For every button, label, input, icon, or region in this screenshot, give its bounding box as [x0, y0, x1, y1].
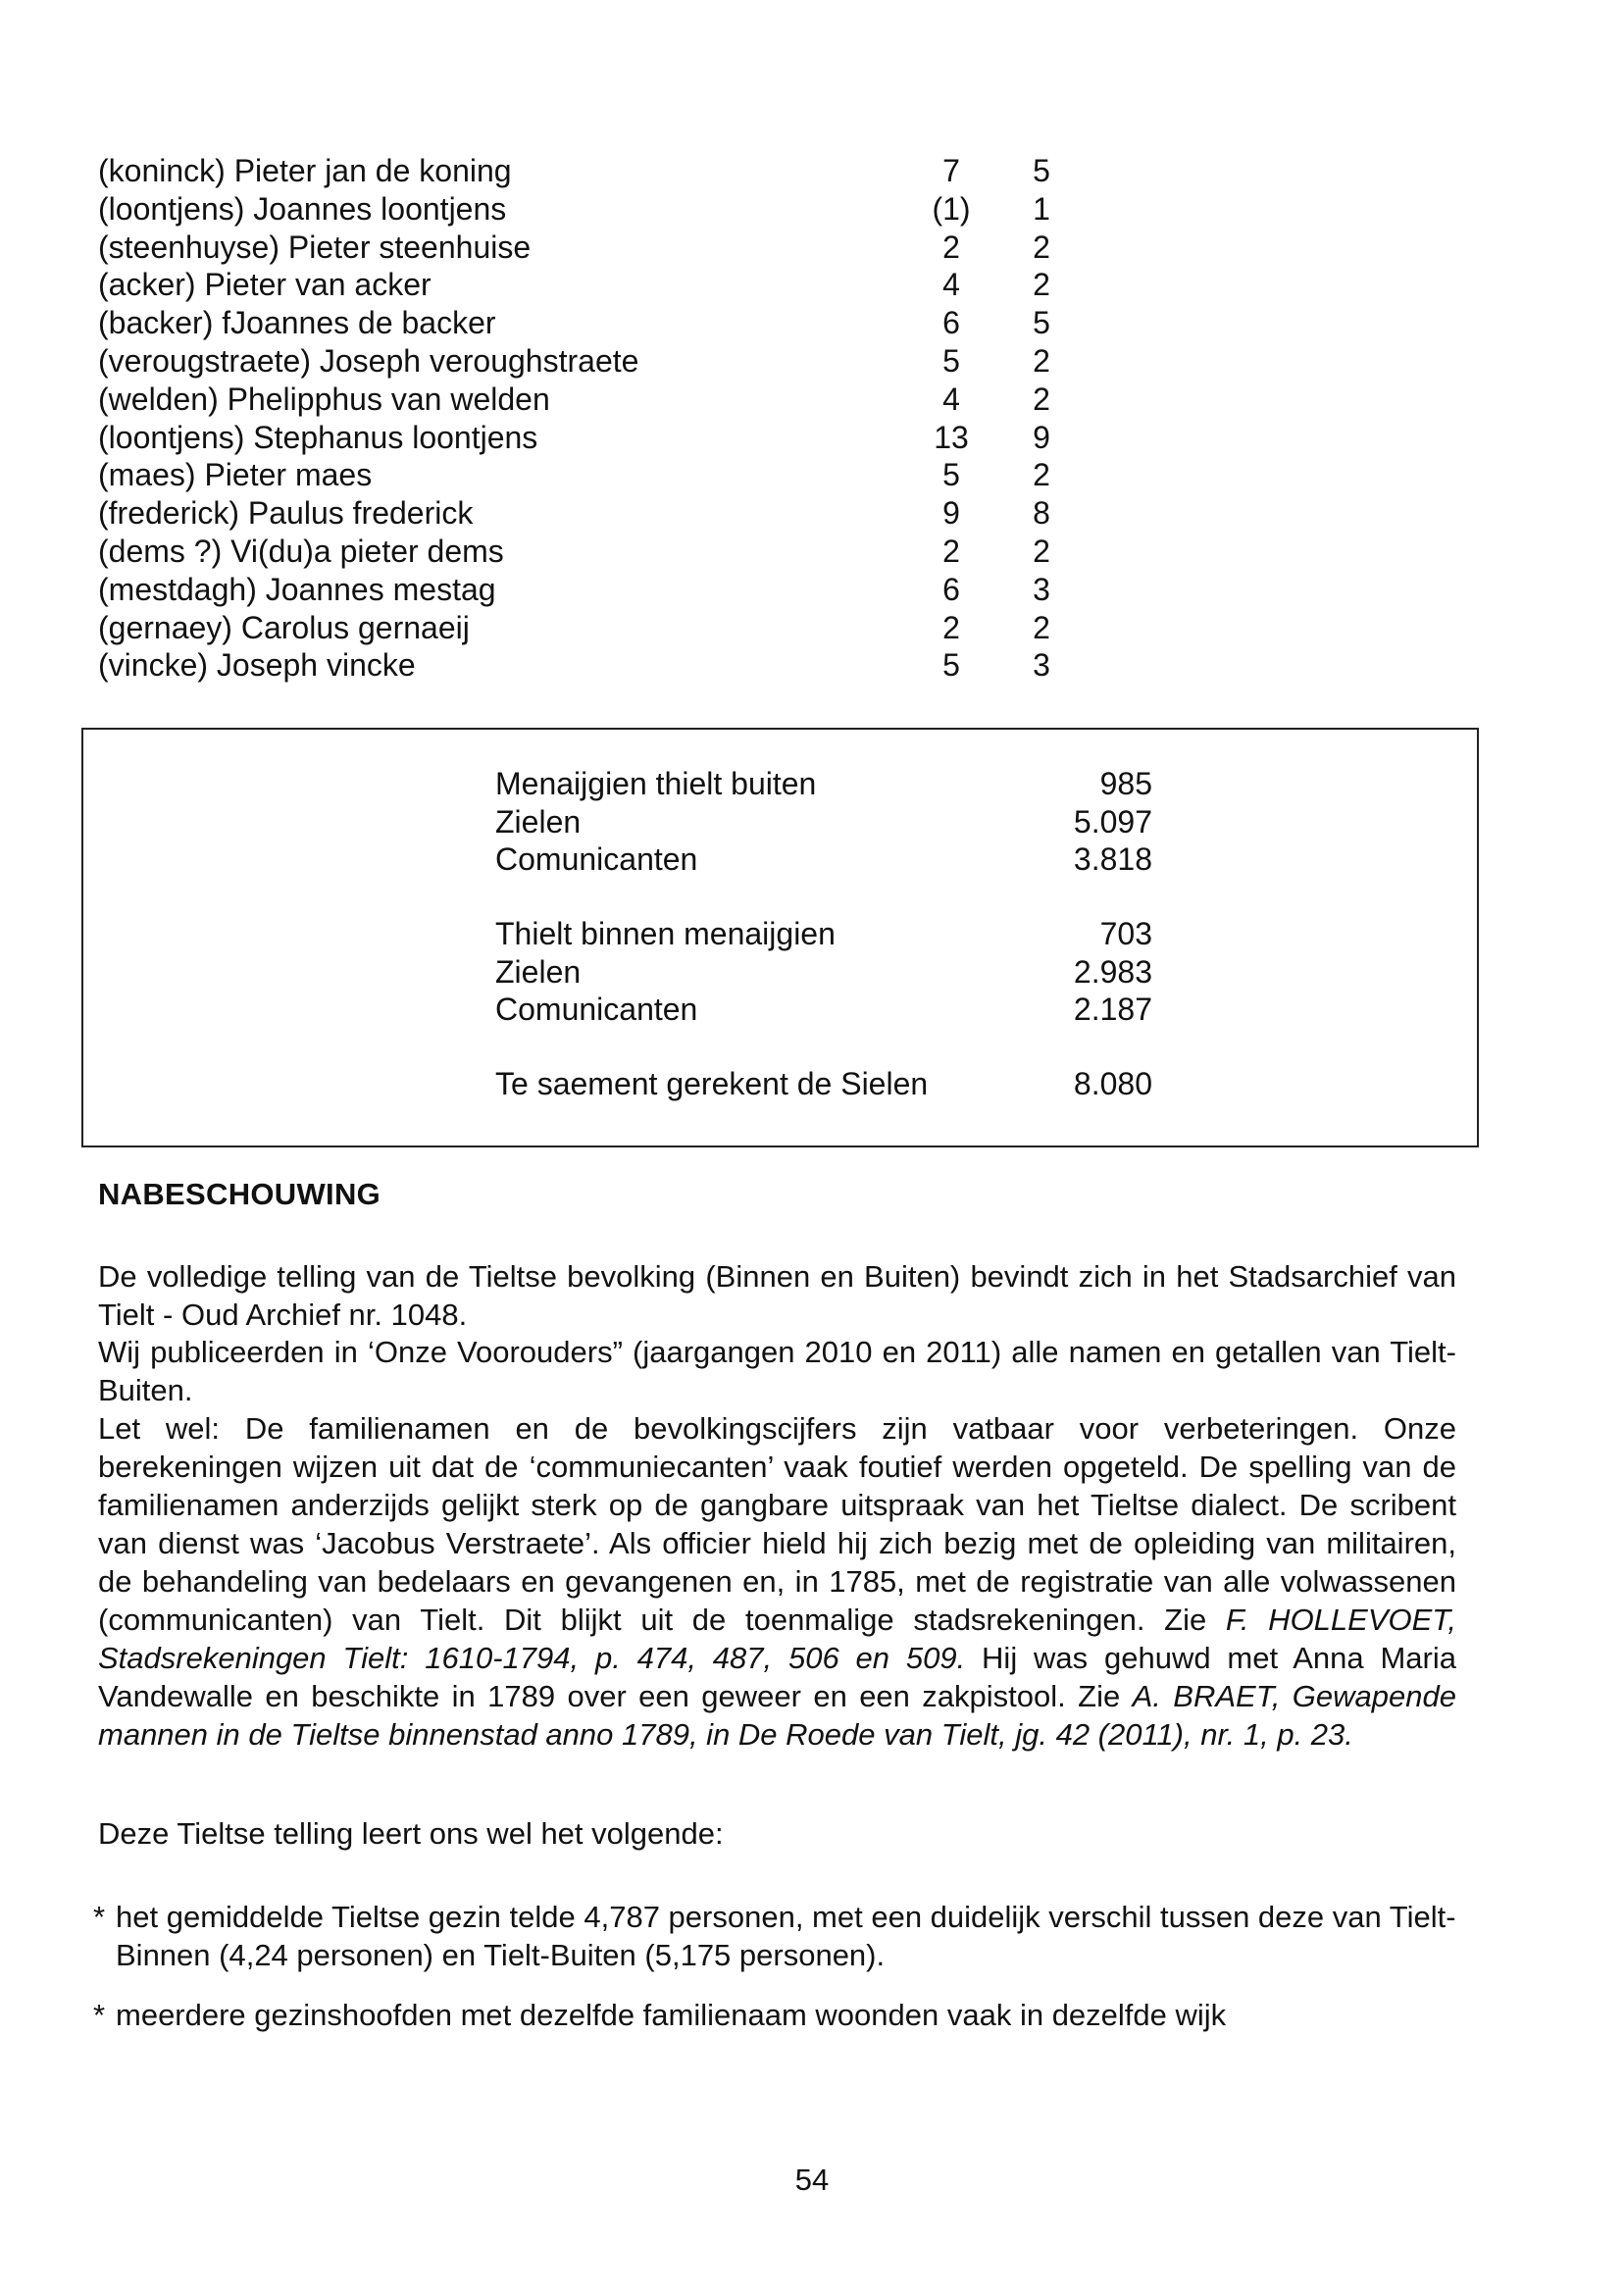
- household-name: (loontjens) Stephanus loontjens: [98, 419, 538, 455]
- household-count-souls: 5: [942, 457, 960, 493]
- summary-value: 985: [1099, 766, 1152, 801]
- summary-row: [495, 1065, 1152, 1103]
- bullet-asterisk: *: [93, 1900, 106, 1934]
- summary-value: 2.187: [1073, 992, 1152, 1027]
- household-name: (dems ?) Vi(du)a pieter dems: [98, 533, 504, 569]
- household-count-communicants: 9: [1033, 419, 1050, 455]
- bullet-text: het gemiddelde Tieltse gezin telde 4,787 personen, met een duidelijk verschil tussen deze van Tielt-Binnen (4,24 personen) en Tielt-Buiten (5,175 personen).: [116, 1900, 1456, 1972]
- summary-label: Zielen: [495, 953, 582, 990]
- household-name: (frederick) Paulus frederick: [98, 495, 474, 532]
- household-count-souls: 6: [942, 305, 960, 341]
- household-name: (koninck) Pieter jan de koning: [98, 153, 512, 188]
- household-name: (backer) fJoannes de backer: [98, 305, 496, 341]
- household-count-communicants: 2: [1033, 609, 1050, 645]
- household-count-communicants: 2: [1033, 533, 1050, 569]
- paragraph-notes-text-b: Hij was gehuwd met Anna Maria Vandewalle en beschikte in 1789 over een geweer en een zakpistool. Zie: [98, 1641, 1456, 1713]
- household-count-communicants: 3: [1033, 571, 1050, 607]
- list-item: [98, 229, 1050, 267]
- household-count-souls: 4: [942, 267, 960, 303]
- household-count-communicants: 2: [1033, 229, 1050, 265]
- list-item: [98, 646, 1050, 685]
- bullet-text: meerdere gezinshoofden met dezelfde familienaam woonden vaak in dezelfde wijk: [116, 1998, 1227, 2032]
- section-heading: NABESCHOUWING: [98, 1177, 381, 1211]
- household-name: (verougstraete) Joseph veroughstraete: [98, 342, 639, 379]
- summary-total: [495, 1065, 1152, 1103]
- household-count-souls: 2: [942, 533, 960, 569]
- list-item: [98, 533, 1050, 571]
- household-list: [98, 152, 1050, 685]
- list-item: [98, 419, 1050, 457]
- summary-row: [495, 991, 1152, 1029]
- household-count-communicants: 1: [1033, 190, 1050, 227]
- household-count-souls: 7: [942, 153, 960, 188]
- household-count-souls: 5: [942, 647, 960, 684]
- bullet-item: [93, 1898, 1456, 1974]
- household-count-communicants: 3: [1033, 647, 1050, 684]
- household-count-communicants: 2: [1033, 267, 1050, 303]
- summary-value: 703: [1099, 916, 1152, 951]
- list-item: [98, 456, 1050, 494]
- household-count-souls: 13: [934, 419, 969, 455]
- summary-box: [81, 728, 1479, 1147]
- summary-label: Comunicanten: [495, 992, 698, 1027]
- household-count-communicants: 2: [1033, 457, 1050, 493]
- list-item: [98, 571, 1050, 609]
- list-item: [98, 494, 1050, 533]
- list-item: [98, 190, 1050, 229]
- summary-binnen: [495, 915, 1152, 1029]
- household-count-communicants: 5: [1033, 153, 1050, 188]
- household-count-communicants: 2: [1033, 342, 1050, 379]
- household-count-souls: 4: [942, 381, 960, 417]
- household-name: (maes) Pieter maes: [98, 457, 373, 493]
- summary-row: [495, 765, 1152, 803]
- list-item: [98, 381, 1050, 419]
- household-count-souls: (1): [932, 190, 971, 227]
- summary-label: Menaijgien thielt buiten: [495, 766, 817, 801]
- paragraph-archive: De volledige telling van de Tieltse bevolking (Binnen en Buiten) bevindt zich in het Stadsarchief van Tielt - Oud Archief nr. 1048.: [98, 1259, 1456, 1332]
- summary-row: [495, 803, 1152, 841]
- bullet-asterisk: *: [93, 1998, 106, 2032]
- summary-label: Thielt binnen menaijgien: [495, 916, 836, 951]
- household-name: (mestdagh) Joannes mestag: [98, 571, 496, 607]
- summary-row: [495, 953, 1152, 992]
- list-item: [98, 304, 1050, 342]
- reference-braet: A. BRAET, Gewapende mannen in de Tieltse binnenstad anno 1789, in De Roede van Tielt, jg. 42 (2011), nr. 1, p. 23.: [98, 1679, 1456, 1752]
- paragraph-notes-text-a: Let wel: De familienamen en de bevolkingscijfers zijn vatbaar voor verbeteringen. Onze berekeningen wijzen uit dat de ‘communiecanten’ vaak foutief werden opgeteld. De spelling van de familienamen anderzijds gelijkt sterk op de gangbare uitspraak van het Tieltse dialect. De scribent van dienst was ‘Jacobus Verstraete’. Als officier hield hij zich bezig met de opleiding van militairen, de behandeling van bedelaars en gevangenen en, in 1785, met de registratie van alle volwassenen (communicanten) van Tielt. Dit blijkt uit de toenmalige stadsrekeningen. Zie: [98, 1411, 1456, 1637]
- household-name: (steenhuyse) Pieter steenhuise: [98, 229, 532, 265]
- bullet-item: [93, 1996, 1456, 2034]
- list-item: [98, 609, 1050, 647]
- household-name: (acker) Pieter van acker: [98, 267, 431, 303]
- list-item: [98, 266, 1050, 304]
- summary-label: Zielen: [495, 803, 582, 840]
- household-count-communicants: 5: [1033, 305, 1050, 341]
- summary-row: [495, 840, 1152, 879]
- paragraph-publication: Wij publiceerden in ‘Onze Voorouders” (jaargangen 2010 en 2011) alle namen en getallen van Tielt-Buiten.: [98, 1335, 1456, 1407]
- summary-value: 5.097: [1073, 803, 1152, 840]
- household-count-communicants: 8: [1033, 495, 1050, 532]
- household-name: (welden) Phelipphus van welden: [98, 381, 550, 417]
- summary-total-value: 8.080: [1073, 1066, 1152, 1101]
- reference-hollevoet: F. HOLLEVOET, Stadsrekeningen Tielt: 1610-1794, p. 474, 487, 506 en 509.: [98, 1603, 1457, 1675]
- household-count-souls: 6: [942, 571, 960, 607]
- household-count-souls: 2: [942, 229, 960, 265]
- household-count-souls: 9: [942, 495, 960, 532]
- household-name: (gernaey) Carolus gernaeij: [98, 609, 470, 645]
- list-item: [98, 342, 1050, 381]
- summary-buiten: [495, 765, 1152, 879]
- household-name: (vincke) Joseph vincke: [98, 647, 416, 684]
- paragraph-conclusions-intro: Deze Tieltse telling leert ons wel het volgende:: [98, 1816, 724, 1851]
- summary-total-label: Te saement gerekent de Sielen: [495, 1066, 929, 1101]
- household-count-souls: 2: [942, 609, 960, 645]
- household-count-communicants: 2: [1033, 381, 1050, 417]
- summary-value: 2.983: [1073, 953, 1152, 990]
- summary-row: [495, 915, 1152, 953]
- household-name: (loontjens) Joannes loontjens: [98, 190, 507, 227]
- page-number: 54: [794, 2163, 830, 2197]
- household-count-souls: 5: [942, 342, 960, 379]
- summary-label: Comunicanten: [495, 841, 698, 877]
- paragraph-notes: [98, 1409, 1456, 1754]
- summary-value: 3.818: [1073, 841, 1152, 877]
- list-item: [98, 152, 1050, 190]
